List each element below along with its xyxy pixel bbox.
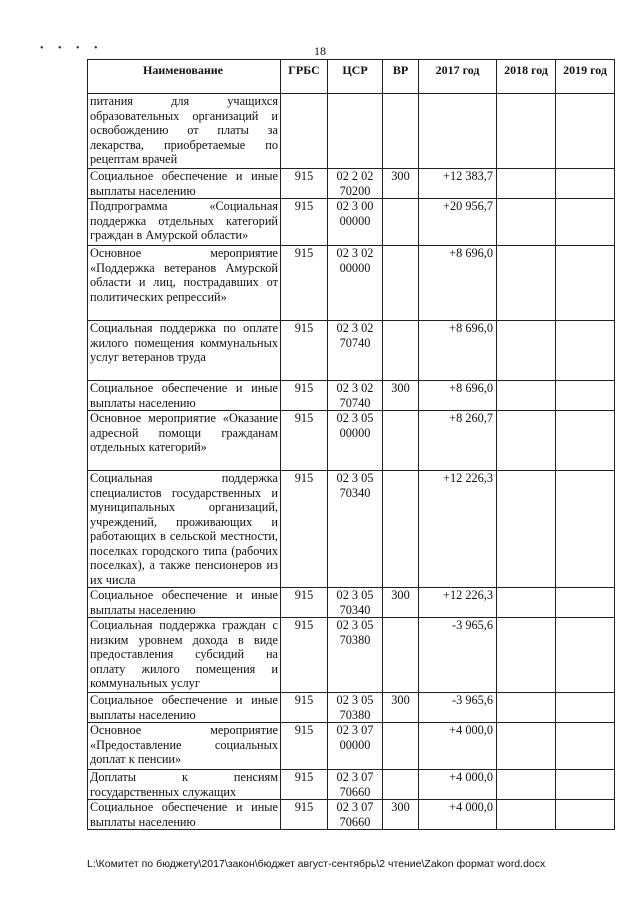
cell-v2017: +8 696,0 — [419, 381, 497, 411]
cell-v2017: +8 696,0 — [419, 321, 497, 381]
cell-v2018 — [497, 770, 556, 800]
header-grbs: ГРБС — [281, 60, 328, 94]
cell-v2019 — [556, 471, 615, 588]
cell-v2019 — [556, 588, 615, 618]
cell-grbs: 915 — [281, 321, 328, 381]
cell-vr: 300 — [383, 800, 419, 830]
cell-v2019 — [556, 381, 615, 411]
cell-v2017: +12 383,7 — [419, 169, 497, 199]
cell-grbs: 915 — [281, 770, 328, 800]
cell-grbs — [281, 94, 328, 169]
cell-vr — [383, 723, 419, 770]
cell-csr: 02 2 02 70200 — [328, 169, 383, 199]
cell-name: Социальная поддержка по оплате жилого помещения коммунальных услуг ветеранов труда — [88, 321, 281, 381]
cell-name: Социальное обеспечение и иные выплаты населению — [88, 169, 281, 199]
cell-grbs: 915 — [281, 471, 328, 588]
cell-name: Социальное обеспечение и иные выплаты населению — [88, 588, 281, 618]
table-row — [88, 411, 615, 471]
cell-v2017: +20 956,7 — [419, 199, 497, 246]
cell-csr — [328, 94, 383, 169]
cell-name: Социальное обеспечение и иные выплаты населению — [88, 800, 281, 830]
cell-v2017 — [419, 94, 497, 169]
cell-v2017: +12 226,3 — [419, 588, 497, 618]
cell-v2018 — [497, 199, 556, 246]
table-row — [88, 800, 615, 830]
cell-csr: 02 3 02 70740 — [328, 381, 383, 411]
cell-vr: 300 — [383, 588, 419, 618]
cell-v2019 — [556, 723, 615, 770]
table-row — [88, 94, 615, 169]
margin-marks: • • • • — [40, 43, 104, 54]
cell-v2017: +4 000,0 — [419, 723, 497, 770]
cell-csr: 02 3 05 00000 — [328, 411, 383, 471]
table-row — [88, 381, 615, 411]
cell-v2017: -3 965,6 — [419, 618, 497, 693]
table-header-row — [88, 60, 615, 94]
table-row — [88, 618, 615, 693]
header-name: Наименование — [88, 60, 281, 94]
page-number: 18 — [314, 44, 326, 58]
cell-v2017: +12 226,3 — [419, 471, 497, 588]
cell-grbs: 915 — [281, 246, 328, 321]
cell-csr: 02 3 05 70340 — [328, 588, 383, 618]
cell-v2017: +4 000,0 — [419, 800, 497, 830]
cell-v2019 — [556, 693, 615, 723]
footer-file-path: L:\Комитет по бюджету\2017\закон\бюджет август-сентябрь\2 чтение\Zakon формат word.docx — [87, 858, 546, 870]
cell-v2018 — [497, 618, 556, 693]
cell-v2017: +4 000,0 — [419, 770, 497, 800]
cell-v2017: -3 965,6 — [419, 693, 497, 723]
cell-v2019 — [556, 169, 615, 199]
cell-grbs: 915 — [281, 411, 328, 471]
cell-csr: 02 3 02 00000 — [328, 246, 383, 321]
cell-vr — [383, 94, 419, 169]
cell-csr: 02 3 00 00000 — [328, 199, 383, 246]
cell-csr: 02 3 07 70660 — [328, 800, 383, 830]
cell-vr: 300 — [383, 381, 419, 411]
cell-name: Основное мероприятие «Поддержка ветеранов Амурской области и лиц, пострадавших от политических репрессий» — [88, 246, 281, 321]
budget-table — [87, 59, 615, 830]
cell-grbs: 915 — [281, 618, 328, 693]
cell-grbs: 915 — [281, 588, 328, 618]
cell-v2018 — [497, 411, 556, 471]
table-row — [88, 770, 615, 800]
table-body — [88, 94, 615, 830]
cell-vr: 300 — [383, 693, 419, 723]
cell-name: Доплаты к пенсиям государственных служащих — [88, 770, 281, 800]
cell-v2018 — [497, 381, 556, 411]
cell-csr: 02 3 07 00000 — [328, 723, 383, 770]
cell-csr: 02 3 05 70380 — [328, 693, 383, 723]
header-vr: ВР — [383, 60, 419, 94]
cell-csr: 02 3 07 70660 — [328, 770, 383, 800]
cell-vr — [383, 246, 419, 321]
cell-name: Социальное обеспечение и иные выплаты населению — [88, 693, 281, 723]
cell-csr: 02 3 05 70380 — [328, 618, 383, 693]
cell-vr: 300 — [383, 169, 419, 199]
cell-v2018 — [497, 94, 556, 169]
cell-name: Социальная поддержка граждан с низким уровнем дохода в виде предоставления субсидий на оплату жилого помещения и коммунальных услуг — [88, 618, 281, 693]
cell-vr — [383, 321, 419, 381]
table-row — [88, 321, 615, 381]
cell-vr — [383, 471, 419, 588]
cell-name: Подпрограмма «Социальная поддержка отдельных категорий граждан в Амурской области» — [88, 199, 281, 246]
cell-v2018 — [497, 693, 556, 723]
cell-grbs: 915 — [281, 800, 328, 830]
table-row — [88, 199, 615, 246]
cell-v2018 — [497, 471, 556, 588]
cell-grbs: 915 — [281, 693, 328, 723]
cell-vr — [383, 411, 419, 471]
table-row — [88, 169, 615, 199]
header-2017: 2017 год — [419, 60, 497, 94]
cell-v2019 — [556, 321, 615, 381]
cell-v2018 — [497, 800, 556, 830]
table-row — [88, 588, 615, 618]
cell-name: Социальная поддержка специалистов государственных и муниципальных организаций, учреждений, проживающих и работающих в сельской местности, поселках городского типа (рабочих поселках), а также пенсионеров из их числа — [88, 471, 281, 588]
cell-name: питания для учащихся образовательных организаций и освобождению от платы за лекарства, приобретаемые по рецептам врачей — [88, 94, 281, 169]
cell-grbs: 915 — [281, 169, 328, 199]
cell-v2018 — [497, 169, 556, 199]
cell-v2019 — [556, 800, 615, 830]
cell-v2017: +8 696,0 — [419, 246, 497, 321]
cell-grbs: 915 — [281, 381, 328, 411]
cell-v2019 — [556, 94, 615, 169]
cell-v2017: +8 260,7 — [419, 411, 497, 471]
cell-v2018 — [497, 588, 556, 618]
cell-csr: 02 3 02 70740 — [328, 321, 383, 381]
header-2018: 2018 год — [497, 60, 556, 94]
cell-v2019 — [556, 246, 615, 321]
cell-v2018 — [497, 246, 556, 321]
cell-v2018 — [497, 723, 556, 770]
cell-v2019 — [556, 411, 615, 471]
cell-name: Социальное обеспечение и иные выплаты населению — [88, 381, 281, 411]
cell-v2019 — [556, 770, 615, 800]
cell-name: Основное мероприятие «Предоставление социальных доплат к пенсии» — [88, 723, 281, 770]
cell-v2019 — [556, 199, 615, 246]
table-row — [88, 693, 615, 723]
cell-vr — [383, 199, 419, 246]
table-row — [88, 723, 615, 770]
cell-vr — [383, 618, 419, 693]
cell-csr: 02 3 05 70340 — [328, 471, 383, 588]
header-csr: ЦСР — [328, 60, 383, 94]
cell-v2019 — [556, 618, 615, 693]
cell-name: Основное мероприятие «Оказание адресной помощи гражданам отдельных категорий» — [88, 411, 281, 471]
cell-grbs: 915 — [281, 199, 328, 246]
cell-vr — [383, 770, 419, 800]
cell-grbs: 915 — [281, 723, 328, 770]
table-row — [88, 471, 615, 588]
cell-v2018 — [497, 321, 556, 381]
header-2019: 2019 год — [556, 60, 615, 94]
table-row — [88, 246, 615, 321]
